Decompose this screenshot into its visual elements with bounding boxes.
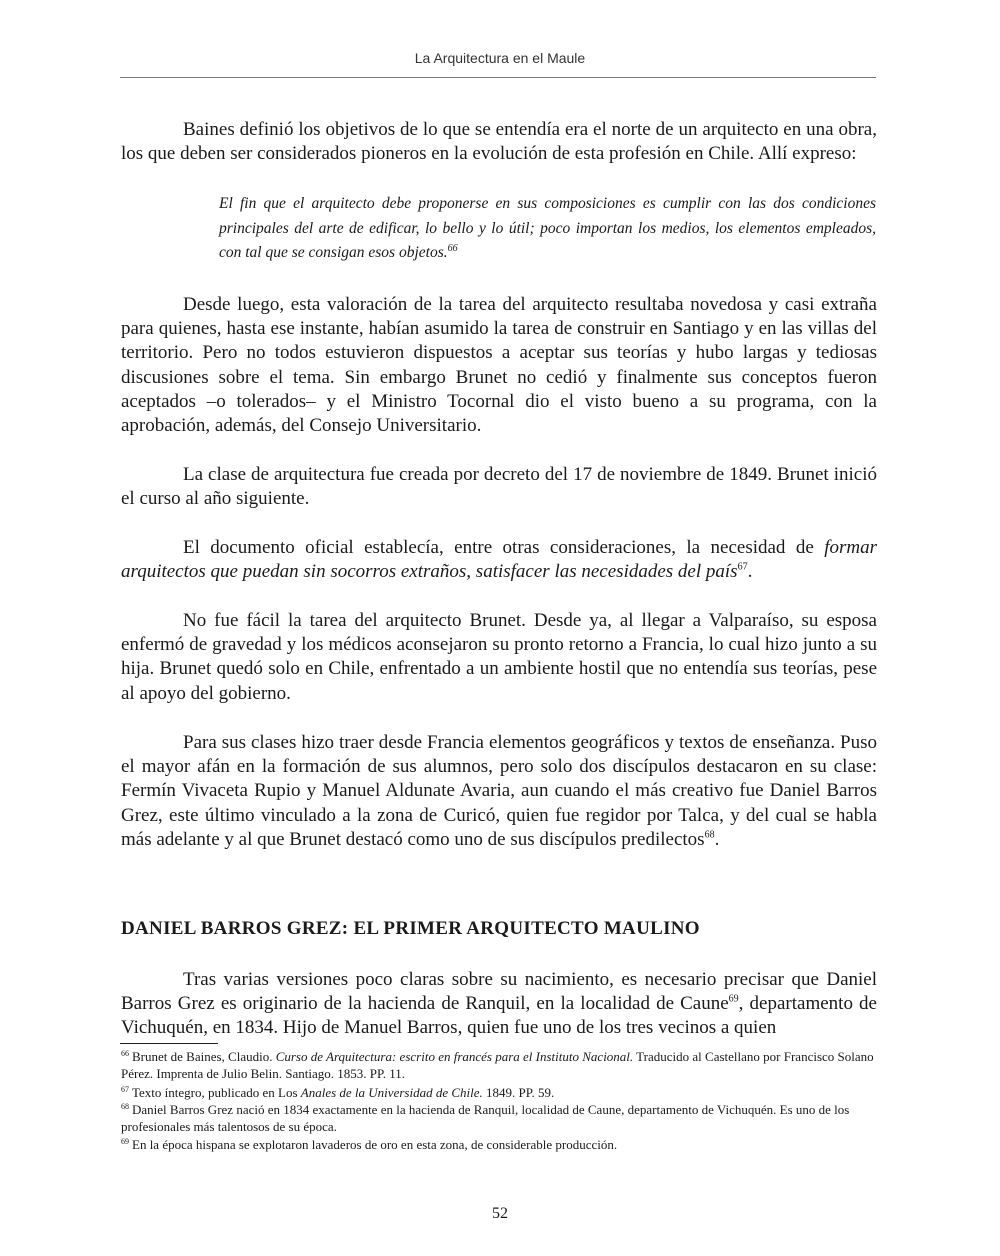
paragraph-5: No fue fácil la tarea del arquitecto Brunet. Desde ya, al llegar a Valparaíso, su esposa enfermó de gravedad y los médicos aconsejaron su pronto retorno a Francia, lo cual hizo junto a su hija. Brunet quedó solo en Chile, enfrentado a un ambiente hostil que no entendía sus teorías, pese al apoyo del gobierno. bbox=[121, 610, 877, 704]
footnote-66-text: Brunet de Baines, Claudio. bbox=[132, 1049, 276, 1064]
paragraph-6-text: Para sus clases hizo traer desde Francia elementos geográficos y textos de enseñanza. Puso el mayor afán en la formación de sus alumnos, pero solo dos discípulos destacaron en su clase: Fermín Vivaceta Rupio y Manuel Aldunate Avaria, aun cuando el más creativo fue Daniel Barros Grez, este último vinculado a la zona de Curicó, quien fue regidor por Talca, y del cual se habla más adelante y al que Brunet destacó como uno de sus discípulos predilectos bbox=[121, 732, 877, 850]
header-divider bbox=[120, 77, 876, 78]
footnote-67 bbox=[121, 1084, 877, 1101]
footnote-66-rest: Traducido al Castellano por Francisco Solano Pérez. Imprenta de Julio Belin. Santiago. 1853. PP. 11. bbox=[121, 1049, 874, 1081]
paragraph-3: La clase de arquitectura fue creada por decreto del 17 de noviembre de 1849. Brunet inició el curso al año siguiente. bbox=[121, 464, 877, 510]
paragraph-7-end: , departamento de Vichuquén, en 1834. Hijo de Manuel Barros, quien fue uno de los tres vecinos a quien bbox=[121, 993, 877, 1039]
paragraph-2: Desde luego, esta valoración de la tarea del arquitecto resultaba novedosa y casi extraña para quienes, hasta ese instante, habían asumido la tarea de construir en Santiago y en las villas del territorio. Pero no todos estuvieron dispuestos a aceptar sus teorías y hubo largas y tediosas discusiones sobre el tema. Sin embargo Brunet no cedió y finalmente sus conceptos fueron aceptados –o tolerados– y el Ministro Tocornal dio el visto bueno a su programa, con la aprobación, además, del Consejo Universitario. bbox=[121, 294, 877, 437]
footnote-69-text: En la época hispana se explotaron lavaderos de oro en esta zona, de considerable producción. bbox=[132, 1137, 618, 1152]
footnote-67-title: Anales de la Universidad de Chile. bbox=[300, 1085, 483, 1100]
footnote-divider bbox=[120, 1043, 218, 1044]
paragraph-7 bbox=[121, 968, 877, 1041]
paragraph-4 bbox=[121, 536, 877, 584]
paragraph-6 bbox=[121, 731, 877, 852]
quote-text: El fin que el arquitecto debe proponerse en sus composiciones es cumplir con las dos condiciones principales del arte de edificar, lo bello y lo útil; poco importan los medios, los elementos empleados, con tal que se consigan esos objetos. bbox=[219, 195, 876, 261]
footnote-ref-66: 66 bbox=[447, 242, 458, 254]
footnote-69-mark: 69 bbox=[121, 1136, 129, 1146]
paragraph-4-end: . bbox=[747, 561, 753, 583]
section-heading: DANIEL BARROS GREZ: EL PRIMER ARQUITECTO MAULINO bbox=[121, 918, 700, 939]
footnote-66 bbox=[121, 1048, 877, 1082]
paragraph-6-end: . bbox=[714, 828, 720, 850]
footnote-67-rest: 1849. PP. 59. bbox=[482, 1085, 555, 1100]
footnote-67-mark: 67 bbox=[121, 1084, 129, 1094]
paragraph-4-quote: formar arquitectos que puedan sin socorros extraños, satisfacer las necesidades del país bbox=[121, 537, 877, 583]
running-header: La Arquitectura en el Maule bbox=[414, 50, 586, 66]
footnote-66-title: Curso de Arquitectura: escrito en francés para el Instituto Nacional. bbox=[275, 1049, 634, 1064]
paragraph-7-text: Tras varias versiones poco claras sobre su nacimiento, es necesario precisar que Daniel Barros Grez es originario de la hacienda de Ranquil, en la localidad de Caune bbox=[121, 969, 877, 1015]
paragraph-4-text: El documento oficial establecía, entre otras consideraciones, la necesidad de bbox=[183, 537, 825, 558]
footnote-69 bbox=[121, 1136, 877, 1153]
footnote-68-text: Daniel Barros Grez nació en 1834 exactamente en la hacienda de Ranquil, localidad de Caune, departamento de Vichuquén. Es uno de los profesionales más talentosos de su época. bbox=[121, 1102, 850, 1134]
paragraph-1: Baines definió los objetivos de lo que se entendía era el norte de un arquitecto en una obra, los que deben ser considerados pioneros en la evolución de esta profesión en Chile. Allí expreso: bbox=[121, 119, 877, 165]
footnote-66-mark: 66 bbox=[121, 1048, 129, 1058]
block-quote bbox=[219, 192, 876, 266]
footnote-68 bbox=[121, 1101, 877, 1135]
page-number: 52 bbox=[492, 1205, 508, 1222]
footnote-67-text: Texto íntegro, publicado en Los bbox=[132, 1085, 301, 1100]
footnote-ref-67: 67 bbox=[737, 561, 748, 573]
footnote-ref-69: 69 bbox=[728, 993, 739, 1005]
footnote-68-mark: 68 bbox=[121, 1101, 129, 1111]
footnote-ref-68: 68 bbox=[704, 829, 715, 841]
